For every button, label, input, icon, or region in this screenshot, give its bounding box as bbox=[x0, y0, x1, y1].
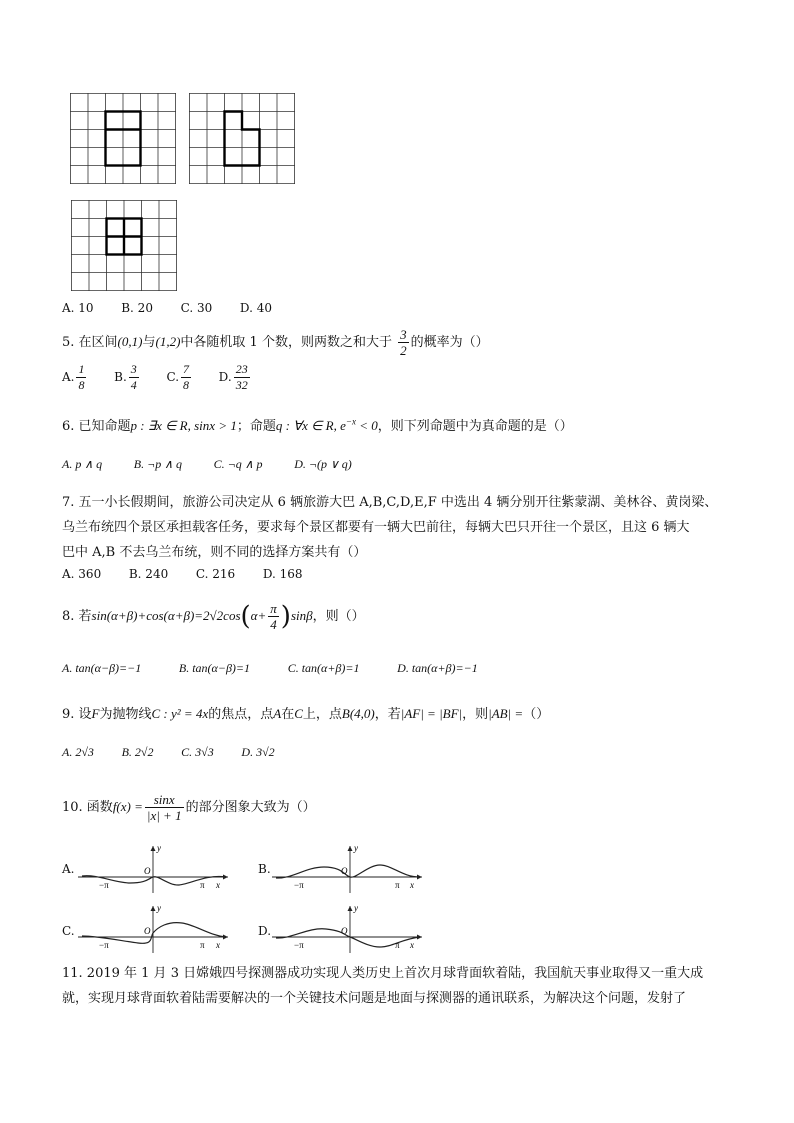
q10-graph-d-neg-pi: −π bbox=[294, 940, 304, 950]
q10-graph-c-neg-pi: −π bbox=[99, 940, 109, 950]
q4-options bbox=[62, 301, 272, 315]
q6-options bbox=[62, 457, 352, 472]
three-view-top-grid bbox=[71, 200, 177, 291]
q6-text: ；命题 bbox=[236, 419, 276, 434]
q10-graph-c bbox=[78, 903, 238, 953]
q6-option-c: C. ¬q ∧ p bbox=[213, 457, 263, 471]
q8-options bbox=[62, 661, 478, 676]
q9-var-c: C bbox=[294, 706, 303, 721]
q7-option-b: B. 240 bbox=[128, 567, 169, 581]
q10-graph-a-label: A. bbox=[62, 862, 75, 876]
q8-fraction: $\frac{\pi}{4}$ bbox=[270, 601, 277, 632]
q7-options bbox=[62, 567, 303, 581]
q9-text: 9. 设 bbox=[62, 707, 92, 722]
q7-line-2: 乌兰布统四个景区承担载客任务，要求每个景区都要有一辆大巴前往，每辆大巴只开往一个景区，且这 6 辆大 bbox=[62, 520, 690, 535]
question-6 bbox=[62, 415, 573, 434]
q10-graph-d-y-label: y bbox=[354, 903, 358, 913]
q10-text: 10. 函数 bbox=[62, 800, 113, 815]
q6-option-b: B. ¬p ∧ q bbox=[133, 457, 182, 471]
q6-proposition-p: p : ∃x ∈ R, sinx > 1 bbox=[130, 418, 237, 433]
q7-option-c: C. 216 bbox=[195, 567, 236, 581]
q5-fraction: $\frac{3}{2}$ bbox=[400, 327, 407, 358]
q8-option-a: A. tan(α−β)=−1 bbox=[62, 661, 142, 675]
q8-expression: α+ bbox=[250, 608, 267, 623]
q10-graph-b-label: B. bbox=[258, 862, 271, 876]
q10-graph-c-x-label: x bbox=[216, 940, 220, 950]
q10-graph-c-y-label: y bbox=[157, 903, 161, 913]
q10-graph-d-origin: O bbox=[341, 926, 348, 936]
q4-option-b: B. 20 bbox=[121, 301, 153, 315]
q10-graph-b-pos-pi: π bbox=[395, 880, 400, 890]
question-9 bbox=[62, 703, 549, 722]
q6-text: 6. 已知命题 bbox=[62, 419, 131, 434]
q9-var-f: F bbox=[91, 706, 100, 721]
q6-text: ，则下列命题中为真命题的是（） bbox=[377, 419, 573, 434]
q10-graph-b-y-label: y bbox=[354, 843, 358, 853]
q5-option-c: C. $\frac{7}{8}$ bbox=[166, 362, 190, 392]
three-view-front-grid bbox=[70, 93, 176, 184]
q4-option-c: C. 30 bbox=[180, 301, 213, 315]
q7-option-d: D. 168 bbox=[262, 567, 303, 581]
q7-line-3: 巴中 A,B 不去乌兰布统，则不同的选择方案共有（） bbox=[62, 545, 367, 560]
q10-graph-a-neg-pi: −π bbox=[99, 880, 109, 890]
q10-graph-a-x-label: x bbox=[216, 880, 220, 890]
q8-expression: sin(α+β)+cos(α+β)=2√2cos bbox=[91, 608, 241, 623]
q9-text: （） bbox=[523, 707, 550, 722]
q6-option-d: D. ¬(p ∨ q) bbox=[294, 457, 352, 471]
q9-option-d: D. 3√2 bbox=[241, 745, 275, 759]
q10-graph-a-pos-pi: π bbox=[200, 880, 205, 890]
q5-option-b: B. $\frac{3}{4}$ bbox=[114, 362, 137, 392]
q9-text: 的焦点，点 bbox=[208, 707, 274, 722]
q6-option-a: A. p ∧ q bbox=[62, 457, 103, 471]
q11-line-1: 11. 2019 年 1 月 3 日嫦娥四号探测器成功实现人类历史上首次月球背面软着陆，我国航天事业取得又一重大成 bbox=[62, 966, 704, 981]
q8-expression: sinβ bbox=[290, 608, 313, 623]
q8-text: ，则（） bbox=[312, 609, 365, 624]
q10-graph-d-x-label: x bbox=[410, 940, 414, 950]
q5-text: 中各随机取 1 个数，则两数之和大于 bbox=[180, 335, 392, 350]
q5-text: 与 bbox=[142, 335, 156, 350]
q9-condition: |AF| = |BF| bbox=[400, 706, 463, 721]
q10-fraction: $\frac{\sin x}{|x| + 1}$ bbox=[146, 792, 182, 823]
question-8: 8. 若sin(α+β)+cos(α+β)=2√2cos(α+ $\frac{\pi}{4}$ )sinβ，则（） bbox=[62, 601, 365, 632]
q9-text: ，若 bbox=[374, 707, 401, 722]
q5-options bbox=[62, 362, 252, 393]
q9-var-a: A bbox=[273, 706, 282, 721]
q10-graph-d-pos-pi: π bbox=[395, 940, 400, 950]
q10-graph-c-pos-pi: π bbox=[200, 940, 205, 950]
q4-option-a: A. 10 bbox=[62, 301, 94, 315]
q9-text: 为抛物线 bbox=[99, 707, 152, 722]
q4-option-d: D. 40 bbox=[239, 301, 273, 315]
q11-line-2: 就，实现月球背面软着陆需要解决的一个关键技术问题是地面与探测器的通讯联系，为解决这个问题，发射了 bbox=[62, 991, 687, 1006]
q9-options bbox=[62, 745, 275, 760]
q9-parabola: C : y² = 4x bbox=[151, 706, 209, 721]
q6-proposition-q: q : ∀x ∈ R, $e^{-x} < 0$ bbox=[275, 416, 378, 433]
q5-interval-2: (1,2) bbox=[155, 334, 181, 349]
q5-text: 的概率为（） bbox=[410, 335, 489, 350]
q10-graph-c-origin: O bbox=[144, 926, 151, 936]
q5-interval-1: (0,1) bbox=[117, 334, 143, 349]
q10-graph-b-neg-pi: −π bbox=[294, 880, 304, 890]
q10-graph-a-y-label: y bbox=[157, 843, 161, 853]
q9-option-b: B. 2√2 bbox=[121, 745, 154, 759]
q9-text: 上，点 bbox=[302, 707, 342, 722]
q10-graph-a-origin: O bbox=[144, 866, 151, 876]
q8-text: 8. 若 bbox=[62, 609, 92, 624]
q8-option-c: C. tan(α+β)=1 bbox=[287, 661, 360, 675]
q10-graph-d-label: D. bbox=[258, 924, 272, 938]
q7-line-1: 7. 五一小长假期间，旅游公司决定从 6 辆旅游大巴 A,B,C,D,E,F 中选出 4 辆分别开往紫蒙湖、美林谷、黄岗梁、 bbox=[62, 495, 718, 510]
q10-graph-d bbox=[272, 903, 432, 953]
q10-graph-c-label: C. bbox=[62, 924, 75, 938]
question-5 bbox=[62, 325, 489, 360]
q5-text: 5. 在区间 bbox=[62, 335, 118, 350]
three-view-side-grid bbox=[189, 93, 295, 184]
q10-text: 的部分图象大致为（） bbox=[185, 800, 316, 815]
q10-graph-a bbox=[78, 843, 238, 893]
q10-graph-b bbox=[272, 843, 432, 893]
q8-option-d: D. tan(α+β)=−1 bbox=[397, 661, 478, 675]
q8-option-b: B. tan(α−β)=1 bbox=[178, 661, 251, 675]
q9-option-c: C. 3√3 bbox=[181, 745, 214, 759]
q9-target: |AB| = bbox=[488, 706, 524, 721]
q10-function: f(x) = bbox=[112, 799, 143, 814]
q9-option-a: A. 2√3 bbox=[62, 745, 94, 759]
question-10 bbox=[62, 787, 316, 828]
q9-text: 在 bbox=[281, 707, 295, 722]
q10-graph-b-x-label: x bbox=[410, 880, 414, 890]
q7-option-a: A. 360 bbox=[62, 567, 102, 581]
q5-option-d: D. $\frac{23}{32}$ bbox=[218, 362, 248, 392]
q9-text: ，则 bbox=[462, 707, 489, 722]
q10-graph-b-origin: O bbox=[341, 866, 348, 876]
q9-point-b: B(4,0) bbox=[341, 706, 375, 721]
q5-option-a: A. $\frac{1}{8}$ bbox=[62, 362, 85, 392]
